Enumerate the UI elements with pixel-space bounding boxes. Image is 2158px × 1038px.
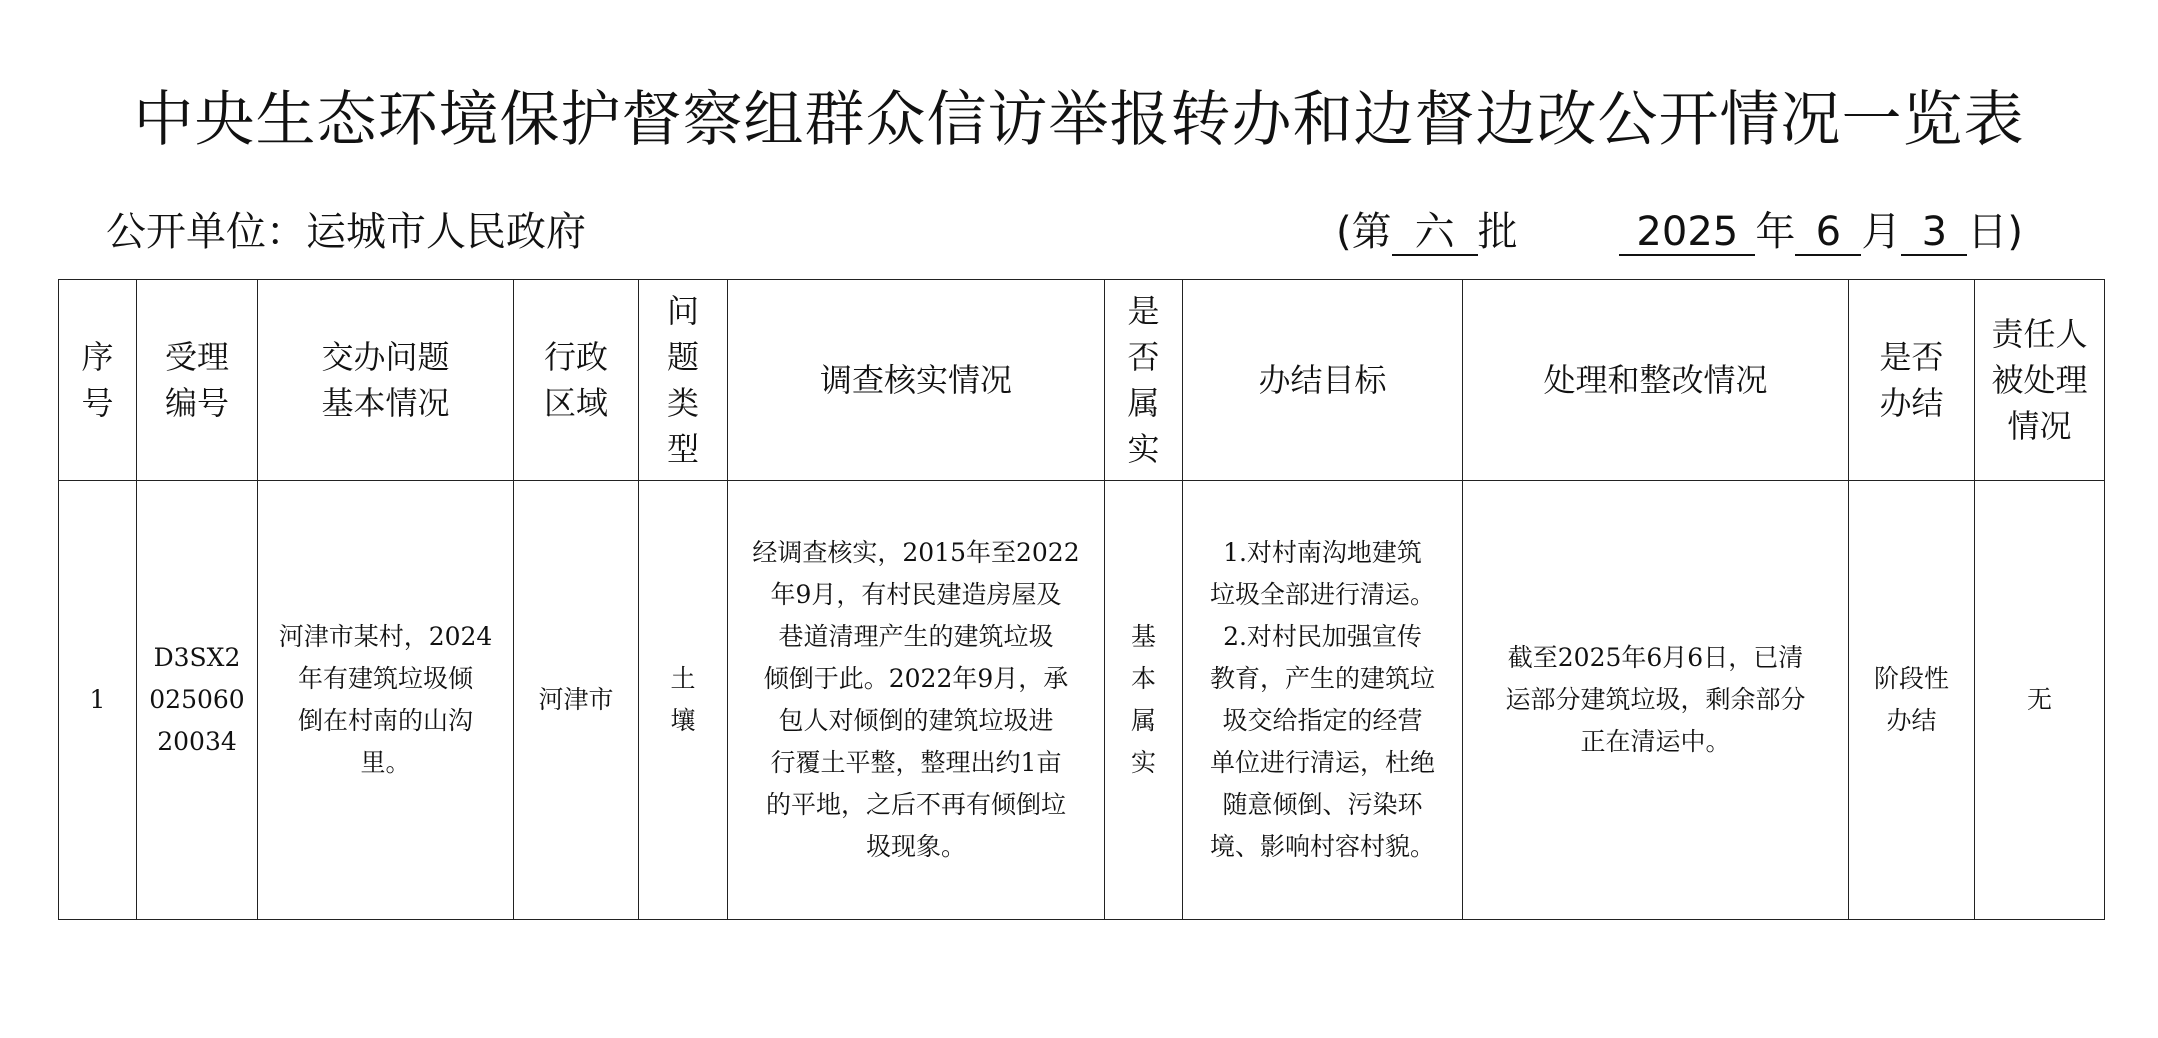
month-suffix: 月: [1861, 209, 1902, 255]
year-suffix: 年: [1755, 209, 1796, 255]
page-title: 中央生态环境保护督察组群众信访举报转办和边督边改公开情况一览表: [133, 85, 2025, 155]
day-suffix: 日): [1967, 209, 2023, 255]
header-issue-summary: 交办问题 基本情况: [258, 280, 514, 481]
month: 6: [1795, 210, 1861, 256]
header-accountability: 责任人 被处理 情况: [1975, 280, 2105, 481]
cell-accountability: 无: [1975, 481, 2105, 920]
complaint-table: [58, 279, 2105, 920]
header-investigation: 调查核实情况: [728, 280, 1105, 481]
cell-goal: 1.对村南沟地建筑 垃圾全部进行清运。 2.对村民加强宣传 教育，产生的建筑垃 圾交给指定的经营 单位进行清运，杜绝 随意倾倒、污染环 境、影响村容村貌。: [1183, 481, 1463, 920]
header-goal: 办结目标: [1183, 280, 1463, 481]
cell-index: 1: [59, 481, 137, 920]
cell-rectification: 截至2025年6月6日，已清 运部分建筑垃圾，剩余部分 正在清运中。: [1463, 481, 1849, 920]
header-index: 序 号: [59, 280, 137, 481]
header-district: 行政 区域: [514, 280, 639, 481]
header-verified: 是 否 属 实: [1105, 280, 1183, 481]
cell-verified: 基 本 属 实: [1105, 481, 1183, 920]
batch-date: [1336, 200, 2023, 257]
publishing-unit: 公开单位：运城市人民政府: [106, 209, 586, 255]
day: 3: [1901, 210, 1967, 256]
cell-issue-summary: 河津市某村，2024 年有建筑垃圾倾 倒在村南的山沟 里。: [258, 481, 514, 920]
header-completed: 是否 办结: [1849, 280, 1975, 481]
cell-investigation: 经调查核实，2015年至2022 年9月，有村民建造房屋及 巷道清理产生的建筑垃圾 倾倒于此。2022年9月，承 包人对倾倒的建筑垃圾进 行覆土平整，整理出约1亩 的平地，之后不再有倾倒垃 圾现象。: [728, 481, 1105, 920]
year: 2025: [1619, 210, 1755, 256]
header-rectification: 处理和整改情况: [1463, 280, 1849, 481]
cell-case-number: D3SX2 025060 20034: [137, 481, 258, 920]
cell-district: 河津市: [514, 481, 639, 920]
header-row: [59, 280, 2105, 481]
cell-issue-type: 土 壤: [639, 481, 728, 920]
batch-suffix: 批: [1477, 209, 1518, 255]
table-row: [59, 481, 2105, 920]
header-case-number: 受理 编号: [137, 280, 258, 481]
batch-number: 六: [1392, 210, 1478, 256]
batch-prefix: (第: [1336, 209, 1392, 255]
cell-completed: 阶段性 办结: [1849, 481, 1975, 920]
header-issue-type: 问 题 类 型: [639, 280, 728, 481]
